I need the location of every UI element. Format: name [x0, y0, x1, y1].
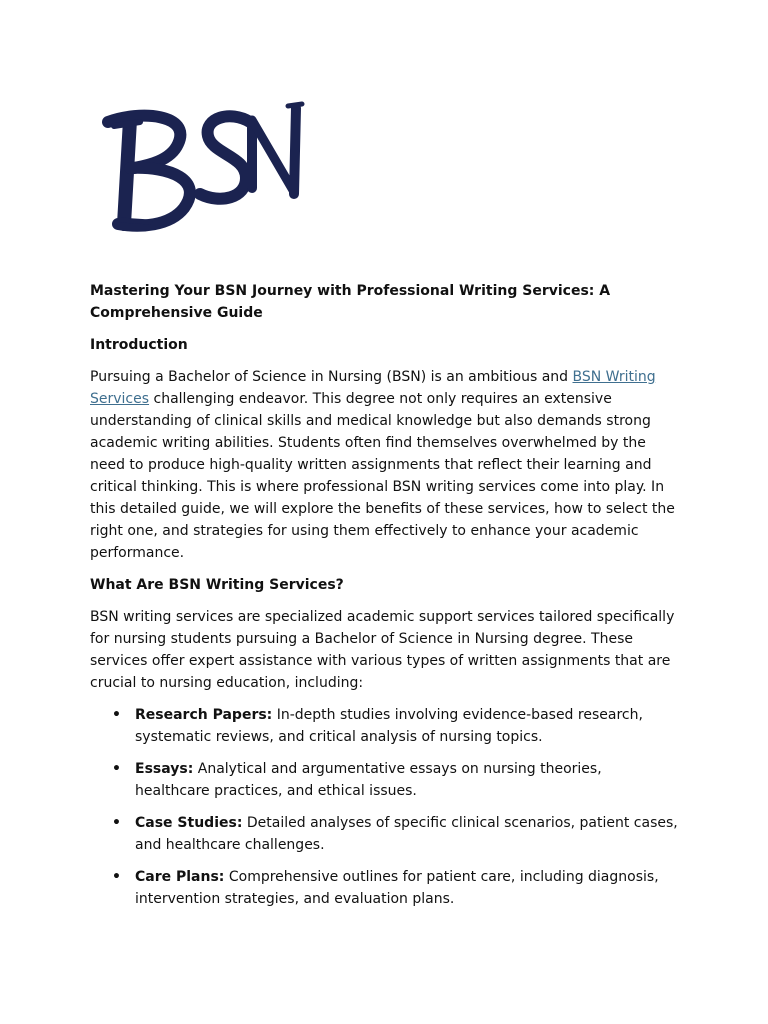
list-item-text: Comprehensive outlines for patient care, including diagnosis, intervention strategies, and evaluation plans.: [135, 869, 659, 907]
list-item-term: Care Plans:: [135, 869, 225, 885]
bsn-logo: [100, 92, 310, 240]
list-item-term: Case Studies:: [135, 815, 243, 831]
assignment-type-list: [90, 704, 680, 910]
section-paragraph: BSN writing services are specialized academic support services tailored specifically for nursing students pursuing a Bachelor of Science in Nursing degree. These services offer expert assistance with various types of written assignments that are crucial to nursing education, including:: [90, 609, 675, 691]
section-heading: What Are BSN Writing Services?: [90, 577, 344, 593]
list-item-term: Research Papers:: [135, 707, 273, 723]
bsn-writing-services-link[interactable]: BSN Writing Services: [90, 369, 656, 407]
list-item-term: Essays:: [135, 761, 194, 777]
list-item: [90, 704, 680, 748]
intro-text-start: Pursuing a Bachelor of Science in Nursing (BSN) is an ambitious and: [90, 369, 573, 385]
list-item: [90, 758, 680, 802]
list-item-text: In-depth studies involving evidence-based research, systematic reviews, and critical analysis of nursing topics.: [135, 707, 643, 745]
bullet-icon: •: [112, 707, 121, 723]
list-item-text: Detailed analyses of specific clinical scenarios, patient cases, and healthcare challenges.: [135, 815, 678, 853]
article-title: Mastering Your BSN Journey with Professional Writing Services: A Comprehensive Guide: [90, 283, 611, 321]
article: [90, 280, 680, 920]
intro-heading: Introduction: [90, 337, 188, 353]
list-item: [90, 812, 680, 856]
list-item-text: Analytical and argumentative essays on nursing theories, healthcare practices, and ethical issues.: [135, 761, 602, 799]
list-item: [90, 866, 680, 910]
bullet-icon: •: [112, 761, 121, 777]
bullet-icon: •: [112, 869, 121, 885]
intro-text-end: challenging endeavor. This degree not only requires an extensive understanding of clinical skills and medical knowledge but also demands strong academic writing abilities. Students often find themselves overwhelmed by the need to produce high-quality written assignments that reflect their learning and critical thinking. This is where professional BSN writing services come into play. In this detailed guide, we will explore the benefits of these services, how to select the right one, and strategies for using them effectively to enhance your academic performance.: [90, 391, 675, 561]
intro-paragraph: [90, 366, 680, 564]
bullet-icon: •: [112, 815, 121, 831]
